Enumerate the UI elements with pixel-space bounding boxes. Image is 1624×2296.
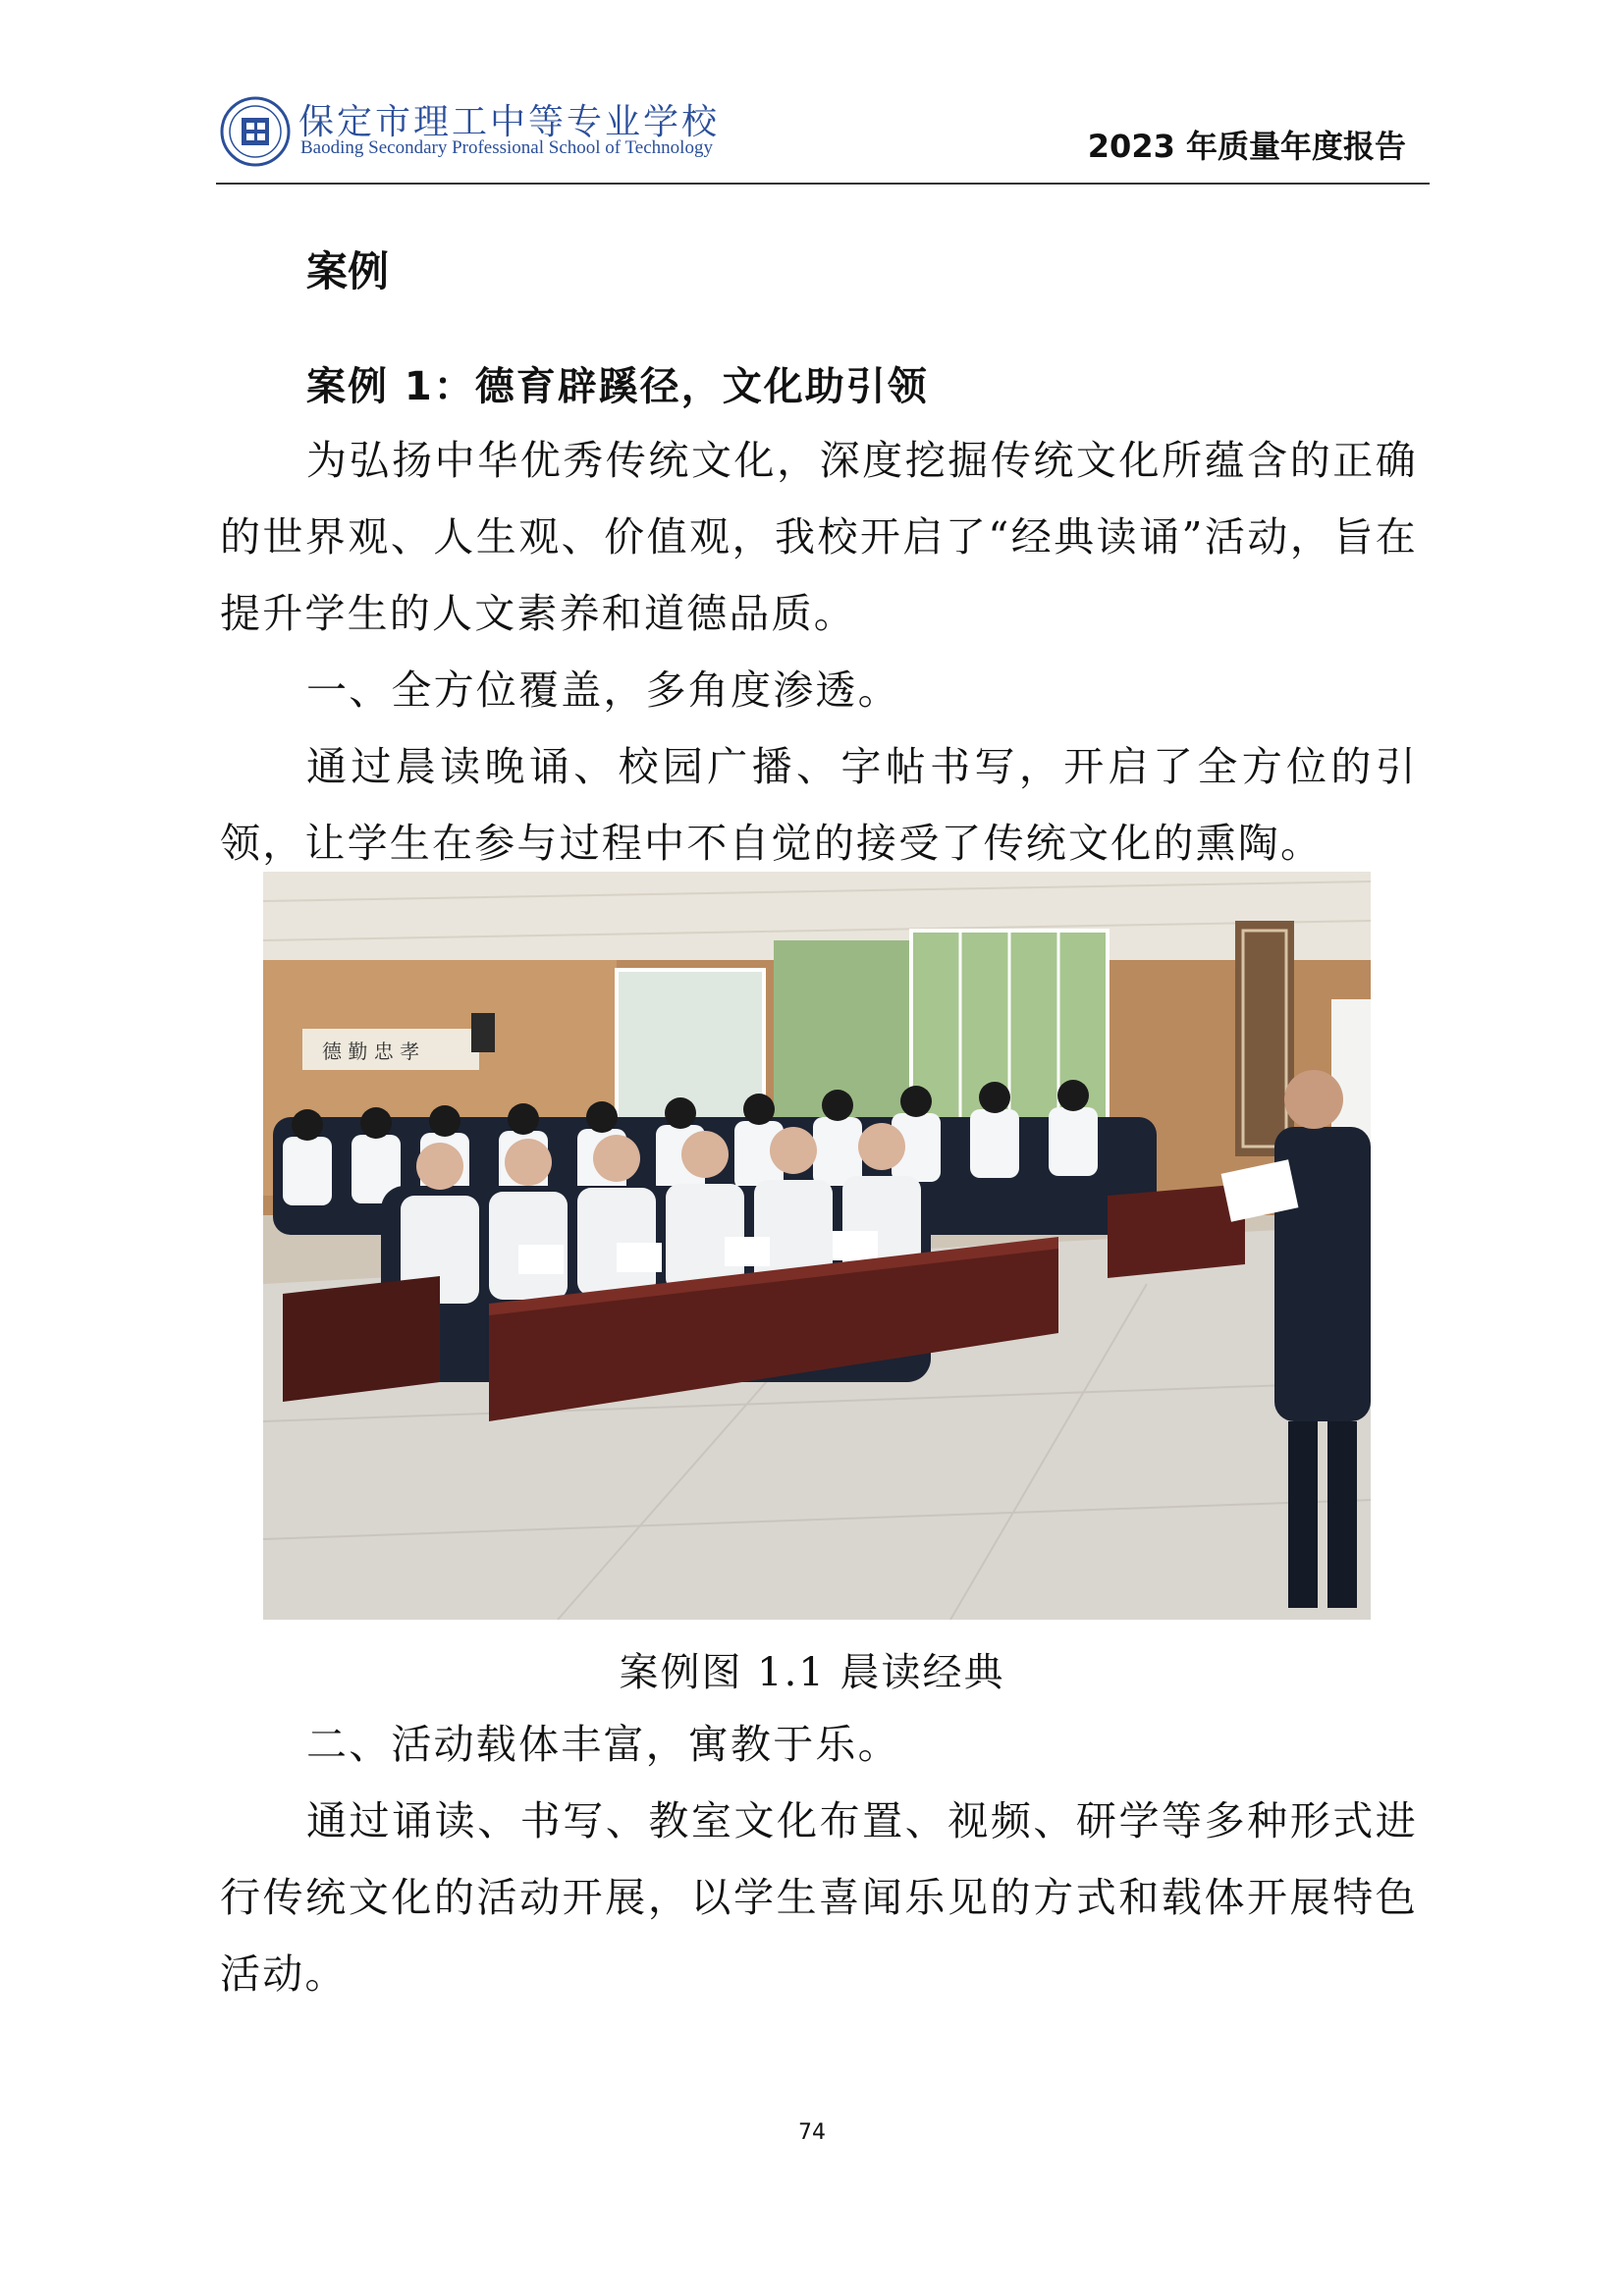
- section-title: 案例: [306, 247, 390, 295]
- morning-reading-photo: [263, 872, 1371, 1620]
- page-number: 74: [798, 2120, 826, 2145]
- figure-caption: 案例图 1.1 晨读经典: [619, 1650, 1005, 1695]
- subheading-two: 二、活动载体丰富，寓教于乐。: [306, 1721, 900, 1768]
- header-divider: [216, 183, 1430, 185]
- subheading-one: 一、全方位覆盖，多角度渗透。: [306, 667, 900, 714]
- case-heading: 案例 1：德育辟蹊径，文化助引领: [306, 364, 929, 409]
- school-name-en: Baoding Secondary Professional School of Technology: [300, 137, 713, 158]
- svg-text:德 勤 忠 孝: 德 勤 忠 孝: [322, 1040, 420, 1063]
- body-paragraph-one: 通过晨读晚诵、校园广播、字帖书写，开启了全方位的引领，让学生在参与过程中不自觉的接受了传统文化的熏陶。: [220, 743, 1418, 867]
- school-name-cn: 保定市理工中等专业学校: [298, 102, 721, 142]
- intro-paragraph: 为弘扬中华优秀传统文化，深度挖掘传统文化所蕴含的正确的世界观、人生观、价值观，我校开启了“经典读诵”活动，旨在提升学生的人文素养和道德品质。: [220, 437, 1418, 637]
- page-header: [216, 90, 1430, 185]
- report-title: 2023 年质量年度报告: [1087, 128, 1406, 165]
- school-emblem-icon: [220, 96, 291, 167]
- body-paragraph-two: 通过诵读、书写、教室文化布置、视频、研学等多种形式进行传统文化的活动开展，以学生喜闻乐见的方式和载体开展特色活动。: [220, 1797, 1418, 1998]
